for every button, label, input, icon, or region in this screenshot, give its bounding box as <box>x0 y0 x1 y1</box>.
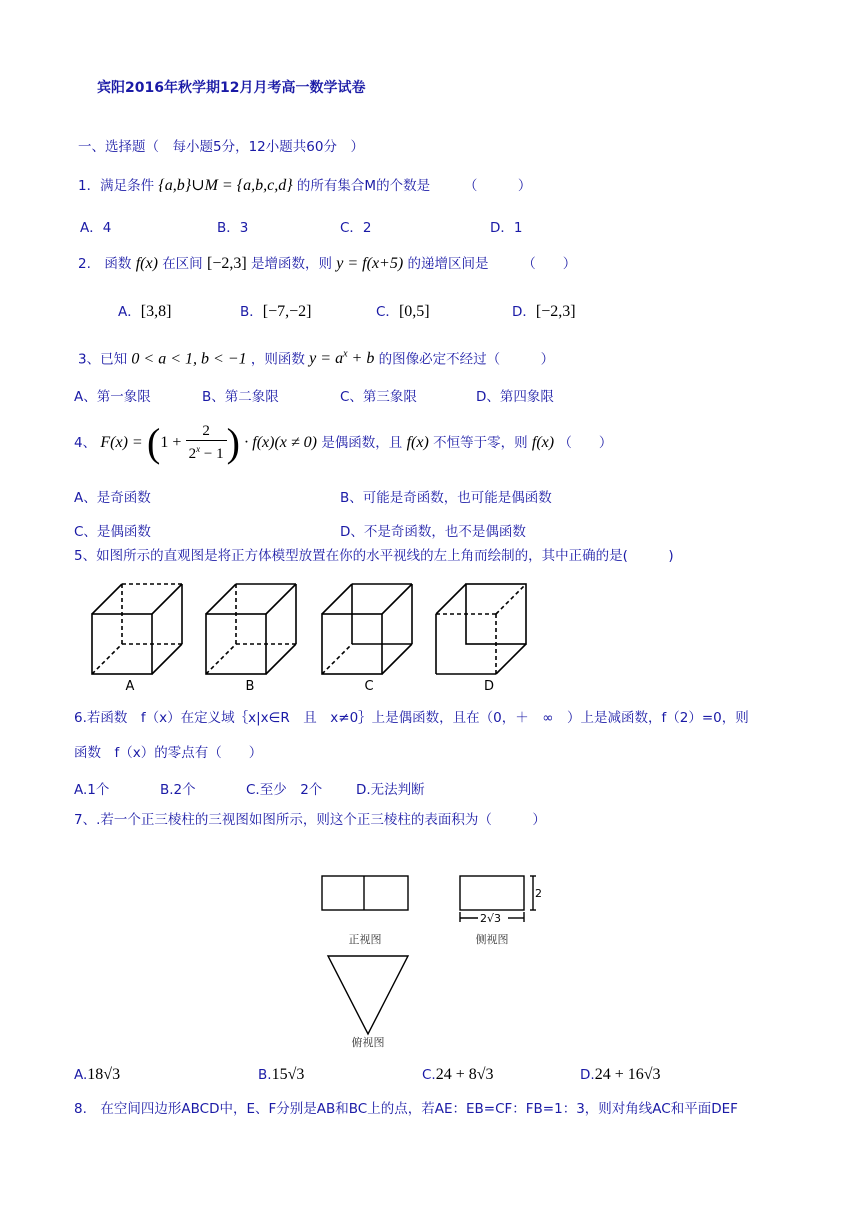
q3-option-c: C、第三象限 <box>340 389 417 405</box>
q4-rhs: · f(x)(x ≠ 0) <box>244 434 318 451</box>
q6-option-a: A.1个 <box>74 782 110 798</box>
q4-option-a: A、是奇函数 <box>74 490 151 506</box>
side-view-height-label: 2 <box>535 887 542 900</box>
question-6-line-2: 函数 f（x）的零点有（ ） <box>74 745 263 761</box>
q4-prefix: 4、 <box>74 435 97 451</box>
q3-suffix: 的图像必定不经过（ ） <box>378 351 555 368</box>
q7-option-c-value: 24 + 8√3 <box>435 1066 494 1083</box>
q1-option-a: A．4 <box>80 220 112 236</box>
question-2 <box>78 254 576 274</box>
q4-suffix: （ ） <box>558 435 613 451</box>
q2-math-2: [−2,3] <box>206 255 247 272</box>
q5-cube-figures <box>86 578 536 694</box>
q3-function-base: y = a <box>309 350 344 368</box>
q2-option-c <box>376 300 430 321</box>
q7-option-a-value: 18√3 <box>87 1066 121 1083</box>
q2-option-b-value: [−7,−2] <box>262 303 312 320</box>
q2-option-b <box>240 300 311 321</box>
question-8: 8. 在空间四边形ABCD中，E、F分别是AB和BC上的点，若AE：EB=CF：FB=1：3，则对角线AC和平面DEF <box>74 1101 738 1117</box>
q3-function-rest: + b <box>347 350 375 368</box>
q2-math-1: f(x) <box>135 255 158 272</box>
side-view-width-label: 2√3 <box>480 912 502 925</box>
q4-fraction-den <box>186 441 227 463</box>
q3-function-exp: x <box>343 349 348 360</box>
q3-function <box>309 350 374 367</box>
q7-option-d-label: D. <box>580 1067 595 1083</box>
q1-suffix: 的所有集合M的个数是 （ ） <box>296 178 532 194</box>
q7-option-b-label: B. <box>258 1067 272 1083</box>
q6-option-c: C.至少 2个 <box>246 782 323 798</box>
q2-mid-2: 是增函数，则 <box>250 256 332 272</box>
q4-option-c: C、是偶函数 <box>74 524 151 540</box>
q7-option-a <box>74 1066 120 1084</box>
question-4 <box>74 420 612 466</box>
q1-option-c: C．2 <box>340 220 372 236</box>
q7-option-d-value: 24 + 16√3 <box>594 1066 661 1083</box>
q7-option-c <box>422 1066 494 1084</box>
q1-option-b: B．3 <box>217 220 249 236</box>
q3-prefix: 3、已知 <box>78 351 128 368</box>
q2-option-d-value: [−2,3] <box>535 303 576 320</box>
q2-math-3: y = f(x+5) <box>336 255 404 272</box>
exam-title: 宾阳2016年秋学期12月月考高一数学试卷 <box>97 80 366 96</box>
q4-option-d: D、不是奇函数，也不是偶函数 <box>340 524 526 540</box>
q4-fraction <box>186 423 227 463</box>
cube-label-c: C <box>364 679 374 694</box>
q4-math-2: f(x) <box>406 434 429 451</box>
q3-option-a: A、第一象限 <box>74 389 151 405</box>
cube-d <box>436 584 526 674</box>
q2-option-a-label: A． <box>118 304 141 320</box>
section-heading: 一、选择题（ 每小题5分，12小题共60分 ） <box>78 139 364 155</box>
question-5: 5、如图所示的直观图是将正方体模型放置在你的水平视线的左上角而绘制的，其中正确的是( ) <box>74 548 674 564</box>
q7-option-d <box>580 1066 661 1084</box>
q3-option-b: B、第二象限 <box>202 389 279 405</box>
top-view-label: 俯视图 <box>351 1036 385 1049</box>
q2-option-c-label: C． <box>376 304 399 320</box>
q4-left-paren: ( <box>147 420 161 465</box>
q7-option-c-label: C. <box>422 1067 436 1083</box>
q7-option-b <box>258 1066 304 1084</box>
q7-option-b-value: 15√3 <box>271 1066 305 1083</box>
q2-option-a-value: [3,8] <box>140 303 172 320</box>
q4-option-b: B、可能是奇函数，也可能是偶函数 <box>340 490 552 506</box>
q7-option-a-label: A. <box>74 1067 88 1083</box>
question-6-line-1: 6.若函数 f（x）在定义域｛x|x∈R 且 x≠0｝上是偶函数，且在（0，＋ ∞ ）上是减函数，f（2）=0，则 <box>74 710 749 726</box>
q7-three-views-figure <box>316 868 556 1050</box>
q4-mid-2: 不恒等于零，则 <box>433 435 528 451</box>
q1-math: {a,b}∪M = {a,b,c,d} <box>158 177 293 194</box>
q6-option-d: D.无法判断 <box>356 782 425 798</box>
q6-option-b: B.2个 <box>160 782 196 798</box>
cube-a <box>92 584 182 674</box>
q2-option-b-label: B． <box>240 304 263 320</box>
q3-option-d: D、第四象限 <box>476 389 554 405</box>
q3-math: 0 < a < 1, b < −1 <box>131 350 247 368</box>
q4-lhs: F(x) = <box>100 434 143 451</box>
question-1 <box>78 176 531 196</box>
q4-math-3: f(x) <box>531 434 555 451</box>
side-view-label: 侧视图 <box>475 933 509 946</box>
cube-label-d: D <box>483 679 495 694</box>
top-view-triangle <box>328 956 408 1034</box>
q2-mid-1: 在区间 <box>162 256 203 272</box>
q4-fraction-num: 2 <box>186 423 227 441</box>
q4-one: 1 + <box>160 434 182 451</box>
cube-label-b: B <box>245 679 255 694</box>
q4-den-base: 2 <box>188 446 197 462</box>
cube-label-a: A <box>125 679 135 694</box>
q2-option-d-label: D． <box>512 304 536 320</box>
front-view-label: 正视图 <box>348 933 382 946</box>
cube-c <box>322 584 412 674</box>
question-7: 7、.若一个正三棱柱的三视图如图所示，则这个正三棱柱的表面积为（ ） <box>74 812 546 828</box>
q3-mid: ，则函数 <box>250 351 305 368</box>
q4-den-rest: − 1 <box>200 446 224 462</box>
q4-right-paren: ) <box>226 420 240 465</box>
q2-suffix: 的递增区间是 （ ） <box>407 256 577 272</box>
q1-prefix: 1．满足条件 <box>78 178 155 194</box>
side-view-rect <box>460 876 524 910</box>
q4-den-exp: x <box>196 444 201 454</box>
q2-option-a <box>118 300 171 321</box>
q2-option-c-value: [0,5] <box>398 303 430 320</box>
q4-mid: 是偶函数，且 <box>321 435 403 451</box>
question-3 <box>78 345 554 369</box>
front-view-rect <box>322 876 408 910</box>
cube-b <box>206 584 296 674</box>
q2-option-d <box>512 300 576 321</box>
q1-option-d: D．1 <box>490 220 523 236</box>
q2-prefix: 2. 函数 <box>78 256 132 272</box>
